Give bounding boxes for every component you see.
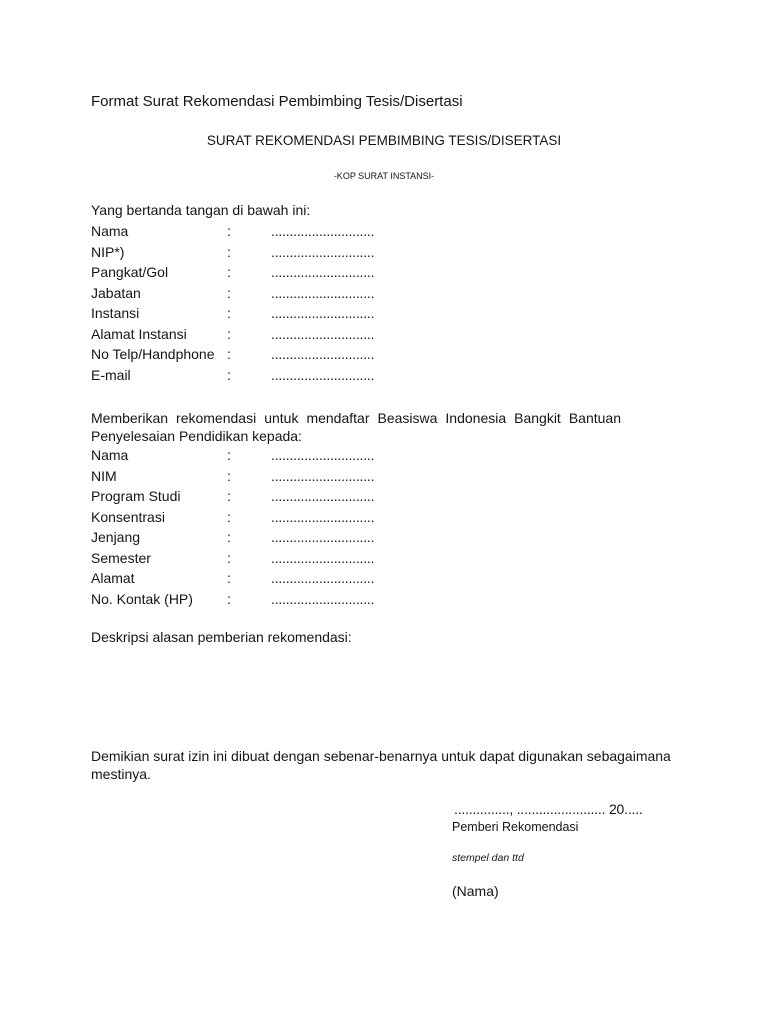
field-label: Jabatan xyxy=(91,284,141,301)
field-value: ............................ xyxy=(271,447,375,463)
field-label: Semester xyxy=(91,549,151,566)
description-label: Deskripsi alasan pemberian rekomendasi: xyxy=(91,629,352,645)
signer-field-row xyxy=(91,242,374,263)
recipient-field-row xyxy=(91,507,374,528)
signer-field-row xyxy=(91,324,374,345)
field-label: Jenjang xyxy=(91,529,141,545)
field-value: ............................ xyxy=(271,570,375,586)
field-label: NIP*) xyxy=(91,243,125,260)
field-separator: : xyxy=(227,570,231,586)
letterhead-placeholder: -KOP SURAT INSTANSI- xyxy=(333,171,435,181)
field-separator: : xyxy=(227,325,231,342)
field-separator: : xyxy=(227,346,231,362)
recipient-field-row xyxy=(91,486,374,507)
closing-line: Demikian surat izin ini dibuat dengan sebenar-benarnya untuk dapat digunakan sebagaimana xyxy=(91,748,671,764)
field-value: ............................ xyxy=(271,549,375,566)
signer-field-row xyxy=(91,221,374,242)
field-value: ............................ xyxy=(271,325,375,342)
recipient-field-row xyxy=(91,466,374,487)
recipient-field-row xyxy=(91,527,374,548)
recommendation-line: Penyelesaian Pendidikan kepada: xyxy=(91,428,302,444)
field-value: ............................ xyxy=(271,366,375,383)
field-separator: : xyxy=(227,508,231,525)
signature-place-date: ..............., ........................ 20..... xyxy=(454,801,643,817)
field-label: Konsentrasi xyxy=(91,508,165,525)
field-separator: : xyxy=(227,467,231,484)
field-separator: : xyxy=(227,488,231,504)
letter-heading: SURAT REKOMENDASI PEMBIMBING TESIS/DISERTASI xyxy=(206,133,562,148)
signature-role: Pemberi Rekomendasi xyxy=(452,820,579,834)
closing-line: mestinya. xyxy=(91,765,151,782)
field-label: NIM xyxy=(91,467,117,484)
recommendation-line: Memberikan rekomendasi untuk mendaftar Beasiswa Indonesia Bangkit Bantuan xyxy=(91,410,621,426)
signer-field-row xyxy=(91,262,374,283)
field-value: ............................ xyxy=(271,284,375,301)
recipient-field-row xyxy=(91,568,374,589)
signer-field-row xyxy=(91,283,374,304)
field-value: ............................ xyxy=(271,529,375,545)
field-label: E-mail xyxy=(91,366,131,383)
field-label: Program Studi xyxy=(91,488,181,504)
signer-intro: Yang bertanda tangan di bawah ini: xyxy=(91,202,311,218)
field-value: ............................ xyxy=(271,305,375,321)
field-label: Alamat xyxy=(91,570,135,586)
field-separator: : xyxy=(227,284,231,301)
recipient-field-row xyxy=(91,589,374,610)
signer-field-row xyxy=(91,365,374,386)
field-separator: : xyxy=(227,549,231,566)
recommendation-paragraph xyxy=(91,409,621,445)
recipient-field-row xyxy=(91,445,374,466)
signer-field-row xyxy=(91,344,374,365)
field-separator: : xyxy=(227,243,231,260)
field-label: No Telp/Handphone xyxy=(91,346,215,362)
field-separator: : xyxy=(227,447,231,463)
field-label: Pangkat/Gol xyxy=(91,264,169,280)
field-label: Nama xyxy=(91,447,129,463)
field-value: ............................ xyxy=(271,467,375,484)
recipient-field-list xyxy=(91,445,374,609)
recipient-field-row xyxy=(91,548,374,569)
field-label: Alamat Instansi xyxy=(91,325,187,342)
signer-field-list xyxy=(91,221,374,385)
field-separator: : xyxy=(227,264,231,280)
field-value: ............................ xyxy=(271,590,375,607)
field-separator: : xyxy=(227,223,231,239)
field-separator: : xyxy=(227,305,231,321)
field-value: ............................ xyxy=(271,223,375,239)
document-format-title: Format Surat Rekomendasi Pembimbing Tesis/Disertasi xyxy=(91,93,463,110)
field-label: Nama xyxy=(91,223,129,239)
closing-paragraph xyxy=(91,748,671,783)
field-value: ............................ xyxy=(271,488,375,504)
field-label: Instansi xyxy=(91,305,140,321)
signature-name-placeholder: (Nama) xyxy=(452,883,499,899)
field-value: ............................ xyxy=(271,264,375,280)
field-separator: : xyxy=(227,366,231,383)
field-value: ............................ xyxy=(271,508,375,525)
field-label: No. Kontak (HP) xyxy=(91,590,193,607)
field-separator: : xyxy=(227,529,231,545)
field-separator: : xyxy=(227,590,231,607)
signer-field-row xyxy=(91,303,374,324)
field-value: ............................ xyxy=(271,243,375,260)
field-value: ............................ xyxy=(271,346,375,362)
signature-stamp-note: stempel dan ttd xyxy=(452,852,524,864)
